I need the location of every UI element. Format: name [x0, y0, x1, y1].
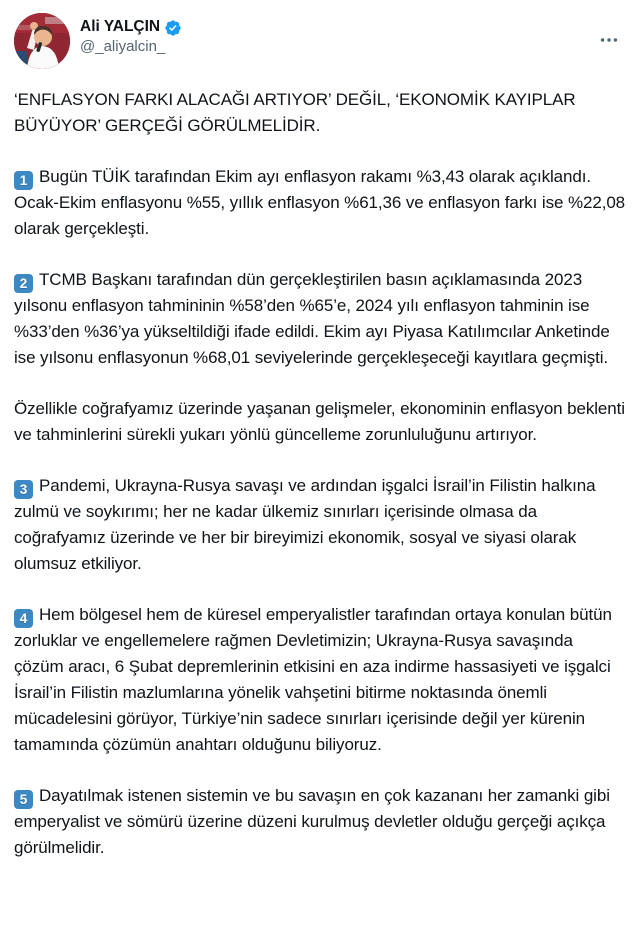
user-names: [80, 13, 182, 57]
keycap-number-icon: 5: [14, 790, 33, 809]
more-button[interactable]: [592, 23, 626, 57]
tweet-body: [14, 87, 626, 861]
tweet-paragraph-text: TCMB Başkanı tarafından dün gerçekleştirilen basın açıklamasında 2023 yılsonu enflasyon tahmininin %58’den %65’e, 2024 yılı enflasyon tahminin ise %33’den %36’ya yükseltildiği ifade edildi. Ekim ayı Piyasa Katılımcılar Anketinde ise yılsonu enflasyonun %68,01 seviyelerinde gerçekleşeceği kayıtlara geçmişti.: [14, 270, 610, 367]
tweet-paragraph-text: Hem bölgesel hem de küresel emperyalistler tarafından ortaya konulan bütün zorluklar ve engellemelere rağmen Devletimizin; Ukrayna-Rusya savaşında çözüm aracı, 6 Şubat depremlerinin etkisini en aza indirme hassasiyeti ve işgalci İsrail’in Filistin mazlumlarına yönelik vahşetini bitirme noktasında önemli mücadelesini görüyor, Türkiye’nin sadece sınırları içerisinde değil yer kürenin tamamında çözümün anahtarı olduğunu biliyoruz.: [14, 605, 612, 754]
tweet-title: ‘ENFLASYON FARKI ALACAĞI ARTIYOR’ DEĞİL, ‘EKONOMİK KAYIPLAR BÜYÜYOR’ GERÇEĞİ GÖRÜLMELİDİR.: [14, 90, 576, 135]
tweet-paragraph: [14, 473, 626, 577]
keycap-number-icon: 3: [14, 480, 33, 499]
profile-photo-rally-speaker-image: [14, 13, 70, 69]
tweet-paragraph: [14, 164, 626, 242]
keycap-number-icon: 1: [14, 171, 33, 190]
tweet-paragraph-text: Dayatılmak istenen sistemin ve bu savaşın en çok kazananı her zamanki gibi emperyalist ve sömürü üzerine düzeni kurulmuş devletler olduğu gerçeği açıkça görülmelidir.: [14, 786, 610, 857]
verified-badge-icon: [164, 19, 182, 37]
tweet-header: [14, 13, 626, 69]
tweet-paragraph: [14, 783, 626, 861]
tweet-paragraph: [14, 602, 626, 758]
tweet-paragraph-text: Özellikle coğrafyamız üzerinde yaşanan gelişmeler, ekonominin enflasyon beklenti ve tahminlerini sürekli yukarı yönlü güncelleme zorunluluğunu artırıyor.: [14, 399, 625, 444]
tweet-paragraph-text: Bugün TÜİK tarafından Ekim ayı enflasyon rakamı %3,43 olarak açıklandı. Ocak-Ekim enflasyonu %55, yıllık enflasyon %61,36 ve enflasyon farkı ise %22,08 olarak gerçekleşti.: [14, 167, 626, 238]
tweet-paragraph-text: Pandemi, Ukrayna-Rusya savaşı ve ardından işgalci İsrail’in Filistin halkına zulmü ve soykırımı; her ne kadar ülkemiz sınırları içerisinde olmasa da coğrafyamız üzerinde ve her bir bireyimizi ekonomik, sosyal ve siyasi olarak olumsuz etkiliyor.: [14, 476, 596, 573]
display-name[interactable]: Ali YALÇIN: [80, 18, 161, 35]
keycap-number-icon: 2: [14, 274, 33, 293]
tweet-paragraph: [14, 396, 626, 448]
tweet-paragraphs: [14, 164, 626, 861]
tweet-paragraph: [14, 267, 626, 371]
user-handle[interactable]: @_aliyalcin_: [80, 38, 166, 55]
keycap-number-icon: 4: [14, 609, 33, 628]
avatar[interactable]: [14, 13, 70, 69]
more-icon: [598, 29, 620, 51]
